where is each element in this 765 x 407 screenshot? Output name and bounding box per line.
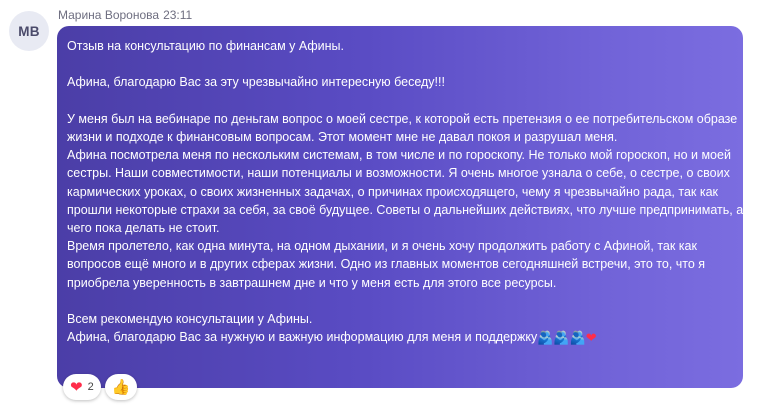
people-hugging-icon: 🫂 (553, 331, 570, 347)
message-body (67, 37, 744, 328)
message-line: сестры. Наши совместимости, наши потенциалы и возможности. Я очень многое узнала о себе, о сестре, о своих (67, 166, 730, 181)
message-line: Афина посмотрела меня по нескольким системам, в том числе и по гороскопу. Не только мой гороскоп, но и моей (67, 148, 731, 163)
message-line: чего пока делать не стоит. (67, 221, 220, 235)
message-header (58, 8, 192, 22)
paragraph-gap (67, 292, 733, 310)
message-time: 23:11 (163, 8, 193, 22)
message-bubble (57, 26, 743, 388)
message-line: приобрела уверенность в завтрашнем дне и что у меня есть для этого все ресурсы. (67, 275, 557, 290)
message-line-text: Афина, благодарю Вас за нужную и важную информацию для меня и поддержку (67, 330, 538, 345)
people-hugging-icon: 🫂 (537, 331, 554, 347)
reactions-bar (63, 374, 137, 400)
message-line: жизни и подходе к финансовым вопросам. Этот момент мне не давал покоя и разрушал меня. (67, 129, 618, 144)
thumbs-up-icon: 👍 (111, 378, 131, 396)
message-line: У меня был на вебинаре по деньгам вопрос о моей сестре, к которой есть претензия о ее потребительском образе (67, 111, 738, 126)
heart-icon: ❤ (70, 378, 83, 396)
message-line: кармических уроках, о своих жизненных задачах, о причинах происходящего, чему я чрезвычайно рада, так как (67, 184, 719, 199)
avatar[interactable]: МВ (9, 11, 49, 51)
message-line: вопросов ещё много и в других сферах жизни. Одно из главных моментов сегодняшней встречи, это то, что я (67, 257, 706, 272)
paragraph-gap (67, 55, 733, 73)
paragraph-gap (67, 92, 733, 110)
message-line-last (67, 328, 733, 346)
reaction-heart[interactable] (63, 374, 101, 400)
message-line: прошли некоторые страхи за себя, за своё будущее. Советы о дальнейших действиях, что лучше предпринимать, а (67, 202, 744, 217)
people-hugging-icon: 🫂 (569, 331, 586, 347)
reaction-count: 2 (87, 381, 94, 393)
author-name[interactable]: Марина Воронова (58, 8, 160, 22)
reaction-thumbs-up[interactable] (105, 374, 138, 400)
message-line: Всем рекомендую консультации у Афины. (67, 312, 313, 326)
red-heart-icon: ❤ (585, 331, 597, 347)
message-line: Отзыв на консультацию по финансам у Афины. (67, 39, 344, 53)
message-line: Время пролетело, как одна минута, на одном дыхании, и я очень хочу продолжить работу с Афиной, так как (67, 239, 697, 254)
message-line: Афина, благодарю Вас за эту чрезвычайно интересную беседу!!! (67, 75, 445, 90)
